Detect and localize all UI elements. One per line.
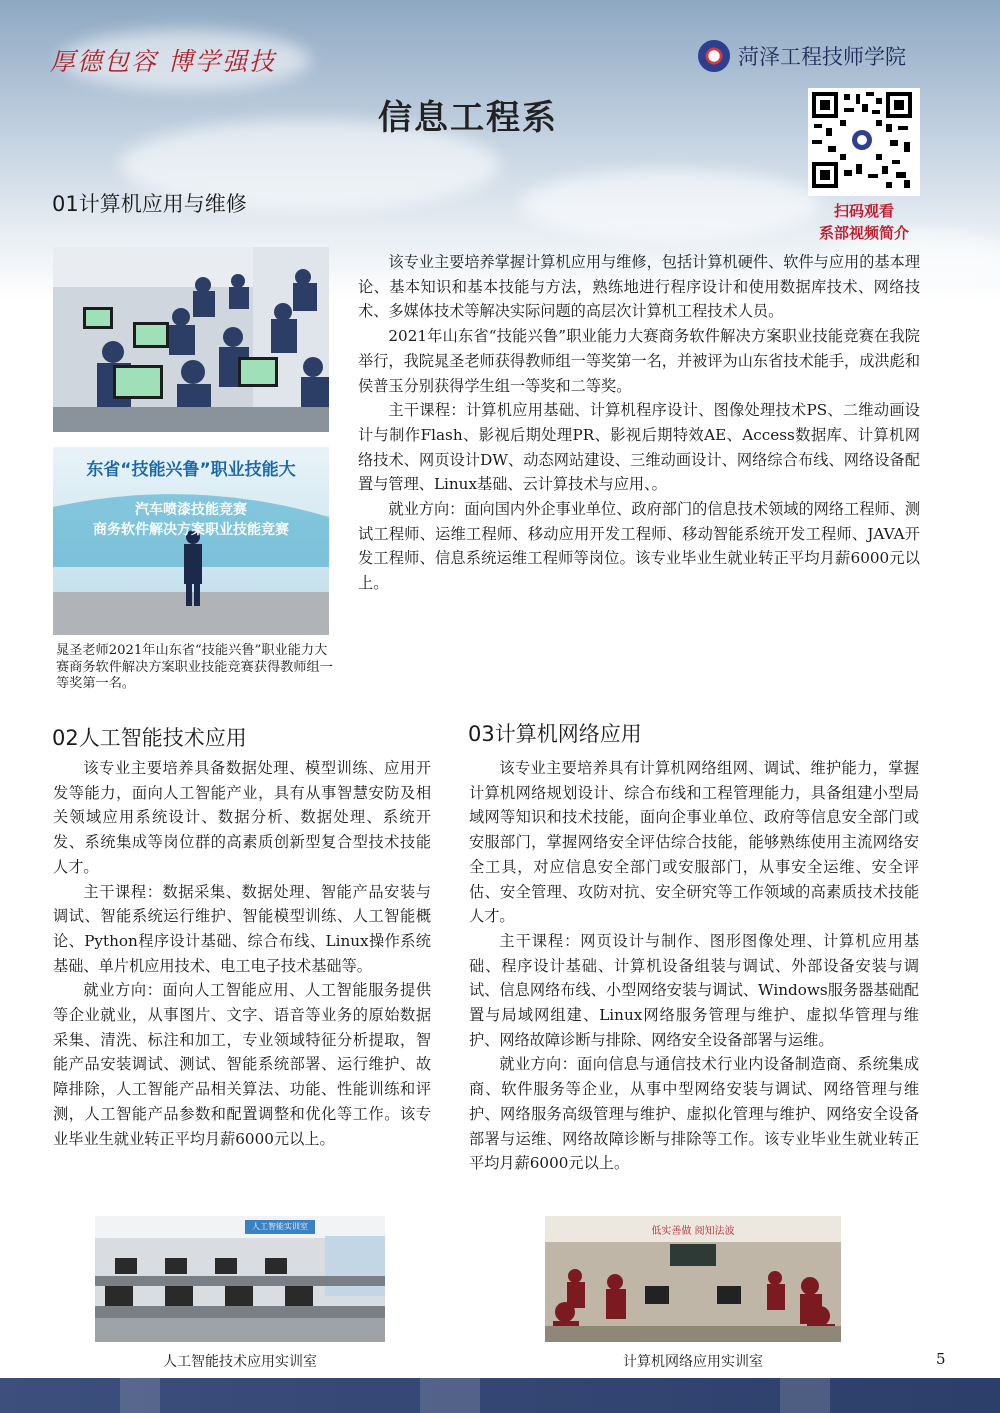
footer-bar bbox=[0, 1378, 1000, 1413]
section3-paragraph: 就业方向：面向信息与通信技术行业内设备制造商、系统集成商、软件服务等企业，从事中型网络安装与调试、网络管理与维护、网络服务高级管理与维护、虚拟化管理与维护、网络安全设备部署与运维、网络故障诊断与排除等工作。该专业毕业生就业转正平均月薪6000元以上。 bbox=[469, 1055, 919, 1173]
banner-line1: 东省“技能兴鲁”职业技能大 bbox=[86, 460, 296, 480]
qr-caption-line1: 扫码观看 bbox=[833, 202, 894, 220]
section2-title: 02人工智能技术应用 bbox=[52, 726, 247, 750]
department-title: 信息工程系 bbox=[378, 98, 558, 138]
section2-paragraph: 该专业主要培养具备数据处理、模型训练、应用开发等能力，面向人工智能产业，具有从事智慧安防及相关领域应用系统设计、数据分析、数据处理、系统开发、系统集成等岗位群的高素质创新型复合型技术技能人才。 bbox=[53, 759, 431, 876]
section1-paragraph: 就业方向：面向国内外企事业单位、政府部门的信息技术领域的网络工程师、测试工程师、运维工程师、移动应用开发工程师、移动智能系统开发工程师、JAVA开发工程师、信息系统运维工程师等岗位。该专业毕业生就业转正平均月薪6000元以上。 bbox=[358, 500, 920, 593]
section1-body bbox=[358, 250, 920, 596]
ai-lab-photo bbox=[95, 1216, 385, 1342]
section2-paragraph: 主干课程：数据采集、数据处理、智能产品安装与调试、智能系统运行维护、智能模型训练、人工智能概论、Python程序设计基础、综合布线、Linux操作系统基础、单片机应用技术、电工电子技术基础等。 bbox=[53, 882, 431, 975]
network-lab-caption: 计算机网络应用实训室 bbox=[623, 1354, 763, 1370]
section3-paragraph: 该专业主要培养具有计算机网络组网、调试、维护能力，掌握计算机网络规划设计、综合布线和工程管理能力，具备组建小型局域网等知识和技术技能，面向企事业单位、政府等信息安全部门或安服部门，掌握网络安全评估综合技能，能够熟练使用主流网络安全工具，对应信息安全部门或安服部门，从事安全运维、安全评估、安全管理、攻防对抗、安全研究等工作领域的高素质技术技能人才。 bbox=[469, 759, 919, 926]
banner-line2: 汽车喷漆技能竞赛 bbox=[135, 502, 247, 518]
section1-paragraph: 该专业主要培养掌握计算机应用与维修，包括计算机硬件、软件与应用的基本理论、基本知识和基本技能与方法，熟练地进行程序设计和使用数据库技术、网络技术、多媒体技术等解决实际问题的高层次计算机工程技术人员。 bbox=[358, 253, 920, 321]
section1-paragraph: 主干课程：计算机应用基础、计算机程序设计、图像处理技术PS、二维动画设计与制作Flash、影视后期处理PR、影视后期特效AE、Access数据库、计算机网络技术、网页设计DW、动态网站建设、三维动画设计、网络综合布线、网络设备配置与管理、Linux基础、云计算技术与应用、。 bbox=[358, 401, 920, 494]
school-motto: 厚德包容 博学强技 bbox=[50, 47, 276, 76]
school-brand bbox=[698, 40, 906, 72]
school-logo-icon bbox=[698, 40, 730, 72]
ai-lab-caption: 人工智能技术应用实训室 bbox=[163, 1354, 317, 1370]
qr-caption-line2: 系部视频简介 bbox=[818, 224, 909, 242]
section2-paragraph: 就业方向：面向人工智能应用、人工智能服务提供等企业就业，从事图片、文字、语音等业务的原始数据采集、清洗、标注和加工，专业领域特征分析提取，智能产品安装调试、测试、智能系统部署、运行维护、故障排除，人工智能产品相关算法、功能、性能训练和评测，人工智能产品参数和配置调整和优化等工作。该专业毕业生就业转正平均月薪6000元以上。 bbox=[53, 981, 431, 1148]
section3-paragraph: 主干课程：网页设计与制作、图形图像处理、计算机应用基础、程序设计基础、计算机设备组装与调试、外部设备安装与调试、信息网络布线、小型网络安装与调试、Windows服务器基础配置与局域网组建、Linux网络服务管理与维护、虚拟华管理与维护、网络故障诊断与排除、网络安全设备部署与运维。 bbox=[469, 931, 919, 1049]
section1-title: 01计算机应用与维修 bbox=[52, 192, 247, 216]
competition-photo bbox=[53, 447, 329, 635]
section3-title: 03计算机网络应用 bbox=[468, 722, 642, 746]
school-name: 菏泽工程技师学院 bbox=[738, 45, 906, 69]
ai-lab-sign: 人工智能实训室 bbox=[252, 1222, 308, 1231]
page-number: 5 bbox=[936, 1350, 946, 1368]
section1-paragraph: 2021年山东省“技能兴鲁”职业能力大赛商务软件解决方案职业技能竞赛在我院举行，我院晁圣老师获得教师组一等奖第一名，并被评为山东省技术能手，成洪彪和侯普玉分别获得学生组一等奖和二等奖。 bbox=[358, 327, 920, 395]
section3-body bbox=[469, 756, 919, 1176]
section2-body bbox=[53, 756, 431, 1151]
qr-caption bbox=[808, 200, 920, 244]
computer-lab-photo bbox=[53, 247, 329, 432]
banner-line3: 商务软件解决方案职业技能竞赛 bbox=[93, 522, 289, 538]
network-lab-photo bbox=[545, 1216, 841, 1342]
section1-photo-caption: 晁圣老师2021年山东省“技能兴鲁”职业能力大赛商务软件解决方案职业技能竞赛获得教师组一等奖第一名。 bbox=[56, 643, 333, 691]
network-lab-sign: 低实善做 阅知法波 bbox=[651, 1226, 735, 1237]
qr-code-icon[interactable] bbox=[808, 88, 920, 196]
